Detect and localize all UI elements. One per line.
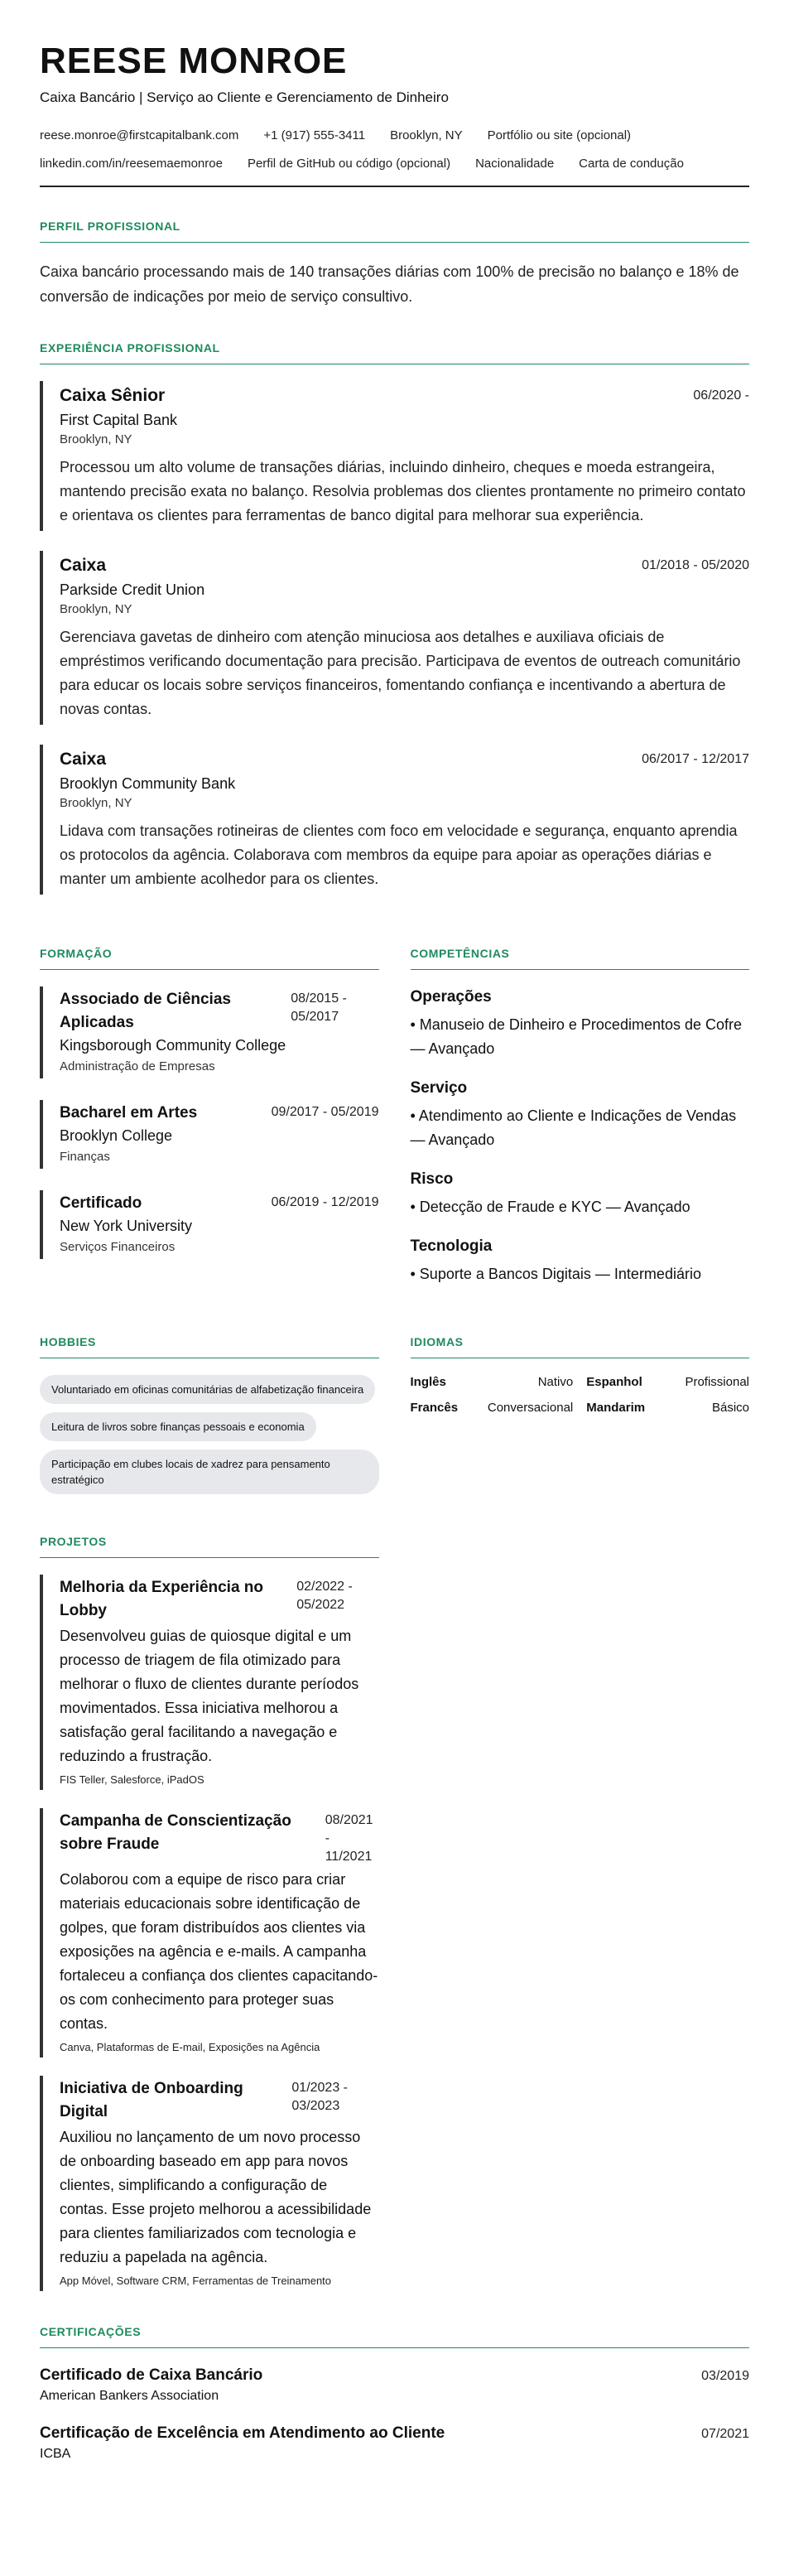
hobbies-section-title: HOBBIES (40, 1334, 379, 1358)
job-dates: 06/2017 - 12/2017 (642, 752, 749, 766)
school: Kingsborough Community College (60, 1037, 286, 1054)
certification-date: 07/2021 (701, 2427, 749, 2441)
education-column (40, 914, 379, 1303)
school: New York University (60, 1218, 193, 1234)
job-dates: 06/2020 - (693, 388, 749, 403)
skills-section-title: COMPETÊNCIAS (411, 946, 750, 970)
education-entry (40, 987, 379, 1078)
contact-linkedin[interactable]: linkedin.com/in/reesemaemonroe (40, 157, 223, 171)
job-description: Lidava com transações rotineiras de clientes com foco em velocidade e segurança, enquanto aprendia os protocolos da agência. Colaborava com membros da equipe para apoiar as operações diárias e manter um ambiente acolhedor para os clientes. (60, 822, 738, 887)
hobbies-column (40, 1303, 379, 1503)
summary-text: Caixa bancário processando mais de 140 transações diárias com 100% de precisão no balanço e 18% de conversão de indicações por meio de serviço consultivo. (40, 263, 739, 305)
candidate-name: REESE MONROE (40, 41, 348, 81)
employer: First Capital Bank (60, 412, 178, 428)
language-item (411, 1401, 574, 1415)
degree: Certificado (60, 1194, 142, 1212)
skill-item: • Detecção de Fraude e KYC — Avançado (410, 1199, 690, 1215)
language-item (411, 1375, 574, 1389)
language-level: Nativo (537, 1375, 574, 1389)
certification-date: 03/2019 (701, 2369, 749, 2383)
job-location: Brooklyn, NY (60, 432, 132, 446)
project-description: Colaborou com a equipe de risco para criar materiais educacionais sobre identificação de golpes, que foram distribuídos aos clientes via exposições na agência e e-mails. A campanha fortaleceu a confiança dos clientes capacitando-os com conhecimento para proteger suas contas. (60, 1871, 378, 2032)
project-dates: 02/2022 - 05/2022 (296, 1580, 353, 1612)
degree: Bacharel em Artes (60, 1104, 198, 1122)
skill-item: • Manuseio de Dinheiro e Procedimentos de Cofre — Avançado (410, 1016, 743, 1057)
contact-location: Brooklyn, NY (390, 128, 463, 142)
project-tech: FIS Teller, Salesforce, iPadOS (60, 1773, 204, 1786)
certification-name: Certificação de Excelência em Atendimento ao Cliente (40, 2424, 445, 2442)
experience-section-title: EXPERIÊNCIA PROFISSIONAL (40, 340, 749, 364)
experience-list (40, 381, 749, 895)
project-entry (40, 1808, 379, 2057)
certifications-section-title: CERTIFICAÇÕES (40, 2324, 749, 2348)
project-title: Campanha de Conscientização sobre Fraude (60, 1812, 291, 1853)
language-name: Francês (410, 1401, 459, 1415)
education-entry (40, 1190, 379, 1259)
project-tech: Canva, Plataformas de E-mail, Exposições na Agência (60, 2041, 320, 2053)
language-level: Conversacional (487, 1401, 574, 1415)
language-item (586, 1401, 749, 1415)
job-title: Caixa (60, 750, 107, 769)
education-dates: 08/2015 - 05/2017 (291, 991, 347, 1024)
languages-column (411, 1303, 750, 1503)
job-title: Caixa Sênior (60, 386, 166, 405)
hobby-tag: Participação em clubes locais de xadrez para pensamento estratégico (40, 1450, 379, 1494)
school: Brooklyn College (60, 1127, 173, 1144)
projects-spacer-column (411, 1503, 750, 2309)
experience-entry (40, 745, 749, 895)
skill-category: Risco (410, 1170, 454, 1188)
certifications-list (40, 2365, 749, 2464)
project-tech: App Móvel, Software CRM, Ferramentas de Treinamento (60, 2275, 332, 2287)
field-of-study: Serviços Financeiros (60, 1240, 176, 1254)
project-description: Auxiliou no lançamento de um novo processo de onboarding baseado em app para novos clientes, simplificando a configuração de contas. Esse projeto melhorou a acessibilidade para clientes familiarizados com tecnologia e reduziu a papelada na agência. (60, 2129, 372, 2265)
projects-row (40, 1503, 749, 2309)
education-entry (40, 1100, 379, 1169)
hobby-tag: Voluntariado em oficinas comunitárias de alfabetização financeira (40, 1375, 375, 1404)
project-description: Desenvolveu guias de quiosque digital e um processo de triagem de fila otimizado para melhorar o fluxo de clientes durante períodos movimentados. Essa iniciativa melhorou a satisfação geral facilitando a navegação e reduzindo a frustração. (60, 1628, 359, 1764)
language-level: Básico (711, 1401, 749, 1415)
project-entry (40, 2076, 379, 2291)
experience-entry (40, 551, 749, 725)
contact-github[interactable]: Perfil de GitHub ou código (opcional) (247, 157, 451, 171)
skill-item: • Suporte a Bancos Digitais — Intermediário (410, 1266, 701, 1282)
job-description: Gerenciava gavetas de dinheiro com atenção minuciosa aos detalhes e auxiliava oficiais de empréstimos verificando documentação para precisão. Participava de eventos de outreach comunitário para educar os locais sobre serviços financeiros, fomentando confiança e incentivando a abertura de novas contas. (60, 629, 741, 717)
language-level: Profissional (685, 1375, 749, 1389)
certification-entry (40, 2365, 749, 2406)
project-dates: 01/2023 - 03/2023 (291, 2081, 348, 2113)
skill-category: Operações (410, 988, 492, 1006)
project-entry (40, 1575, 379, 1790)
project-title: Melhoria da Experiência no Lobby (60, 1579, 264, 1619)
projects-section-title: PROJETOS (40, 1534, 379, 1558)
education-dates: 09/2017 - 05/2019 (271, 1105, 379, 1119)
languages-grid (411, 1375, 750, 1415)
education-skills-row (40, 914, 749, 1303)
education-dates: 06/2019 - 12/2019 (271, 1195, 379, 1209)
header-divider (40, 186, 749, 187)
certification-issuer: ICBA (40, 2447, 71, 2461)
skill-category: Serviço (410, 1079, 468, 1097)
hobbies-languages-row (40, 1303, 749, 1503)
language-name: Mandarim (586, 1401, 646, 1415)
degree: Associado de Ciências Aplicadas (60, 991, 231, 1031)
experience-entry (40, 381, 749, 531)
job-location: Brooklyn, NY (60, 796, 132, 810)
language-name: Inglês (410, 1375, 446, 1389)
headline: Caixa Bancário | Serviço ao Cliente e Gerenciamento de Dinheiro (40, 89, 449, 105)
certification-name: Certificado de Caixa Bancário (40, 2366, 263, 2384)
employer: Brooklyn Community Bank (60, 775, 236, 792)
certification-entry (40, 2423, 749, 2464)
contact-phone[interactable]: +1 (917) 555-3411 (263, 128, 366, 142)
certification-issuer: American Bankers Association (40, 2389, 219, 2403)
skill-item: • Atendimento ao Cliente e Indicações de Vendas — Avançado (410, 1107, 737, 1148)
project-dates: 08/2021 - 11/2021 (325, 1813, 373, 1864)
resume-header (40, 40, 749, 187)
contact-list (40, 126, 749, 174)
contact-email[interactable]: reese.monroe@firstcapitalbank.com (40, 128, 239, 142)
job-location: Brooklyn, NY (60, 602, 132, 616)
skills-column (411, 914, 750, 1303)
contact-nationality: Nacionalidade (475, 157, 555, 171)
language-name: Espanhol (586, 1375, 642, 1389)
employer: Parkside Credit Union (60, 581, 205, 598)
skill-category: Tecnologia (410, 1237, 493, 1255)
job-dates: 01/2018 - 05/2020 (642, 558, 749, 572)
job-description: Processou um alto volume de transações diárias, incluindo dinheiro, cheques e moeda estrangeira, mantendo precisão exata no balanço. Resolvia problemas dos clientes prontamente no primeiro contato e orientava os clientes para ferramentas de banco digital para melhorar sua experiência. (60, 459, 746, 523)
field-of-study: Administração de Empresas (60, 1059, 215, 1073)
summary-section-title: PERFIL PROFISSIONAL (40, 219, 749, 243)
languages-section-title: IDIOMAS (411, 1334, 750, 1358)
projects-column (40, 1503, 379, 2309)
education-section-title: FORMAÇÃO (40, 946, 379, 970)
contact-driving-license: Carta de condução (579, 157, 684, 171)
project-title: Iniciativa de Onboarding Digital (60, 2080, 243, 2120)
field-of-study: Finanças (60, 1150, 110, 1164)
contact-portfolio[interactable]: Portfólio ou site (opcional) (487, 128, 632, 142)
job-title: Caixa (60, 556, 107, 575)
hobby-tag: Leitura de livros sobre finanças pessoais e economia (40, 1412, 316, 1441)
language-item (586, 1375, 749, 1389)
